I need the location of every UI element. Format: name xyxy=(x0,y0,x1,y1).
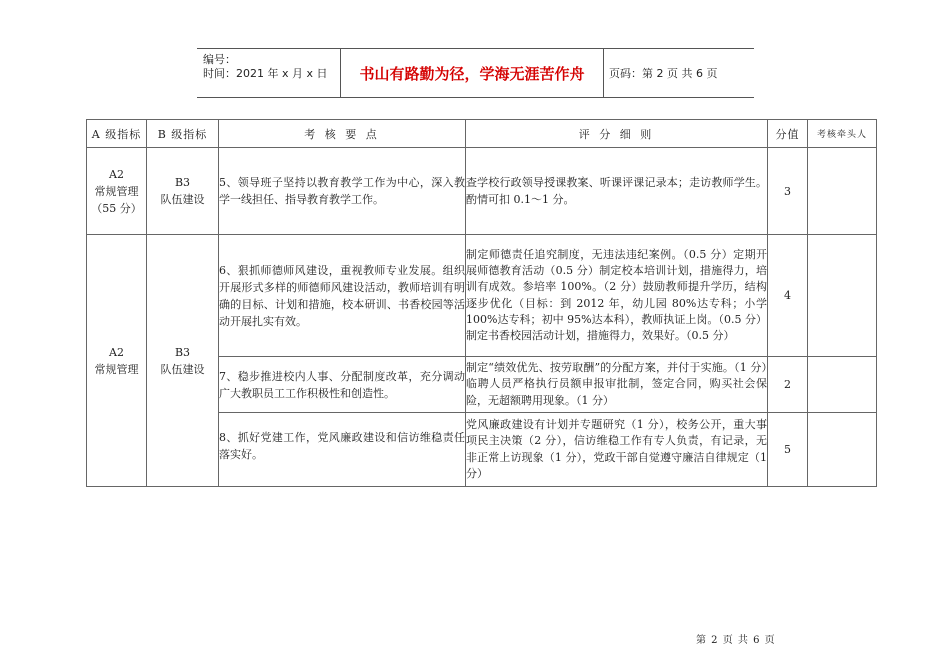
header-b-level: B 级指标 xyxy=(147,120,219,148)
document-header xyxy=(197,48,754,98)
header-score: 分值 xyxy=(768,120,808,148)
a-level-cell xyxy=(87,148,147,235)
score-cell: 5 xyxy=(768,413,808,487)
b-level-cell xyxy=(147,235,219,487)
table-header-row xyxy=(87,120,877,148)
key-point-cell: 7、稳步推进校内人事、分配制度改革，充分调动广大教职员工工作积极性和创造性。 xyxy=(219,357,466,413)
assessment-table xyxy=(86,119,877,487)
header-meta xyxy=(197,49,340,97)
number-label: 编号： xyxy=(203,53,236,66)
b-level-name: 队伍建设 xyxy=(160,362,205,376)
score-cell: 3 xyxy=(768,148,808,235)
header-lead-person: 考核牵头人 xyxy=(808,120,877,148)
table-row xyxy=(87,235,877,357)
a-level-code: A2 xyxy=(109,167,124,181)
scoring-rule-cell: 制定师德责任追究制度，无违法违纪案例。（0.5 分）定期开展师德教育活动（0.5 分）制定校本培训计划，措施得力，培训有成效。参培率 100%。（2 分）鼓励教师提升学历，结构逐步优化（目标：到 2012 年，幼儿园 80%达专科；小学 100%达专科；初中 95%达本科），教师执证上岗。（0.5 分）制定书香校园活动计划，措施得力，效果好。（0.5 分） xyxy=(466,235,768,357)
b-level-name: 队伍建设 xyxy=(160,193,205,206)
scoring-rule-cell: 党风廉政建设有计划并专题研究（1 分），校务公开，重大事项民主决策（2 分），信访维稳工作有专人负责，有记录，无非正常上访现象（1 分），党政干部自觉遵守廉洁自律规定（1 分） xyxy=(466,413,768,487)
a-level-name: 常规管理 xyxy=(94,362,139,376)
header-key-points: 考 核 要 点 xyxy=(219,120,466,148)
b-level-cell xyxy=(147,148,219,235)
header-scoring-rules: 评 分 细 则 xyxy=(466,120,768,148)
page-info: 页码：第 2 页 共 6 页 xyxy=(609,67,718,80)
key-point-cell: 5、领导班子坚持以教育教学工作为中心，深入教学一线担任、指导教育教学工作。 xyxy=(219,148,466,235)
key-point-cell: 6、狠抓师德师风建设，重视教师专业发展。组织开展形式多样的师德师风建设活动，教师培训有明确的目标、计划和措施，校本研训、书香校园等活动开展扎实有效。 xyxy=(219,235,466,357)
lead-person-cell xyxy=(808,235,877,357)
motto: 书山有路勤为径，学海无涯苦作舟 xyxy=(340,49,604,97)
lead-person-cell xyxy=(808,413,877,487)
scoring-rule-cell: 制定“绩效优先、按劳取酬”的分配方案，并付于实施。（1 分）临聘人员严格执行员额申报审批制，签定合同，购买社会保险，无超额聘用现象。（1 分） xyxy=(466,357,768,413)
score-cell: 2 xyxy=(768,357,808,413)
table-row xyxy=(87,148,877,235)
a-level-code: A2 xyxy=(109,345,124,359)
b-level-code: B3 xyxy=(174,176,191,189)
a-level-points: （55 分） xyxy=(91,201,142,215)
score-cell: 4 xyxy=(768,235,808,357)
header-a-level: A 级指标 xyxy=(87,120,147,148)
lead-person-cell xyxy=(808,148,877,235)
a-level-cell xyxy=(87,235,147,487)
lead-person-cell xyxy=(808,357,877,413)
scoring-rule-cell: 查学校行政领导授课教案、听课评课记录本；走访教师学生。酌情可扣 0.1～1 分。 xyxy=(466,148,768,235)
a-level-name: 常规管理 xyxy=(94,184,139,198)
key-point-cell: 8、抓好党建工作，党风廉政建设和信访维稳责任落实好。 xyxy=(219,413,466,487)
page-footer: 第 2 页 共 6 页 xyxy=(696,635,776,646)
b-level-code: B3 xyxy=(174,345,191,359)
time-label: 时间：2021 年 x 月 x 日 xyxy=(203,67,328,80)
